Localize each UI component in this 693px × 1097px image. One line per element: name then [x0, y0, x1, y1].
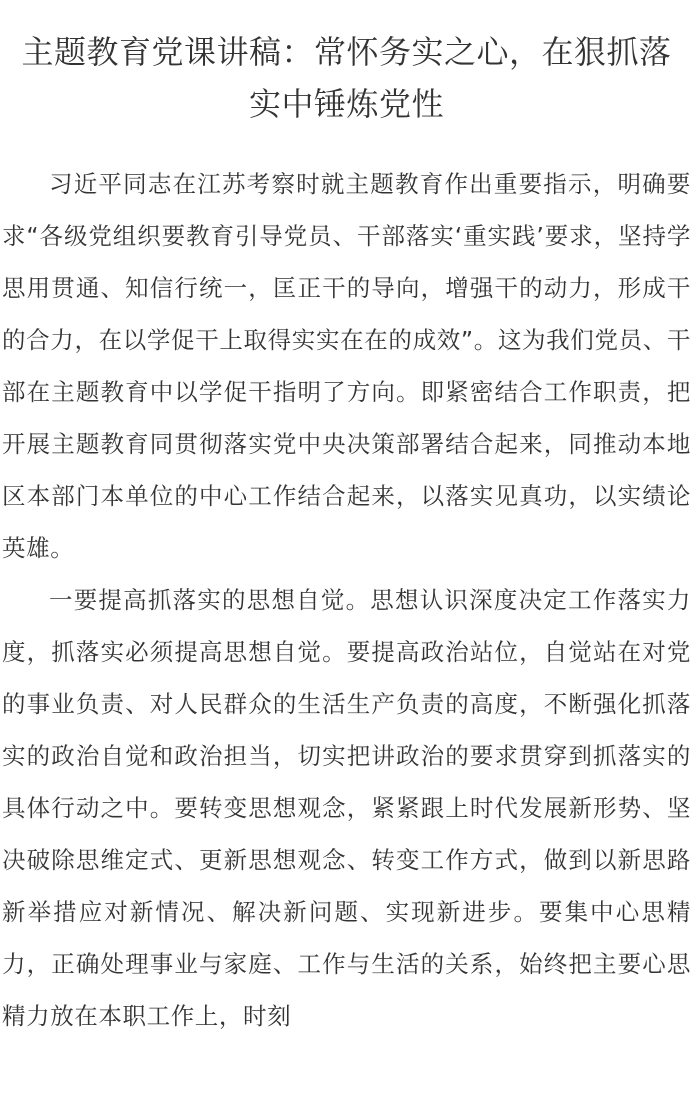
document-title: 主题教育党课讲稿：常怀务实之心，在狠抓落实中锤炼党性	[21, 33, 672, 123]
document-body	[0, 158, 693, 1042]
paragraph-2: 一要提高抓落实的思想自觉。思想认识深度决定工作落实力度，抓落实必须提高思想自觉。要提高政治站位，自觉站在对党的事业负责、对人民群众的生活生产负责的高度，不断强化抓落实的政治自觉和政治担当，切实把讲政治的要求贯穿到抓落实的具体行动之中。要转变思想观念，紧紧跟上时代发展新形势、坚决破除思维定式、更新思想观念、转变工作方式，做到以新思路新举措应对新情况、解决新问题、实现新进步。要集中心思精力，正确处理事业与家庭、工作与生活的关系，始终把主要心思精力放在本职工作上，时刻	[2, 586, 691, 1030]
paragraph-1: 习近平同志在江苏考察时就主题教育作出重要指示，明确要求“各级党组织要教育引导党员、干部落实‘重实践’要求，坚持学思用贯通、知信行统一，匡正干的导向，增强干的动力，形成干的合力，在以学促干上取得实实在在的成效”。这为我们党员、干部在主题教育中以学促干指明了方向。即紧密结合工作职责，把开展主题教育同贯彻落实党中央决策部署结合起来，同推动本地区本部门本单位的中心工作结合起来，以落实见真功，以实绩论英雄。	[2, 170, 691, 562]
